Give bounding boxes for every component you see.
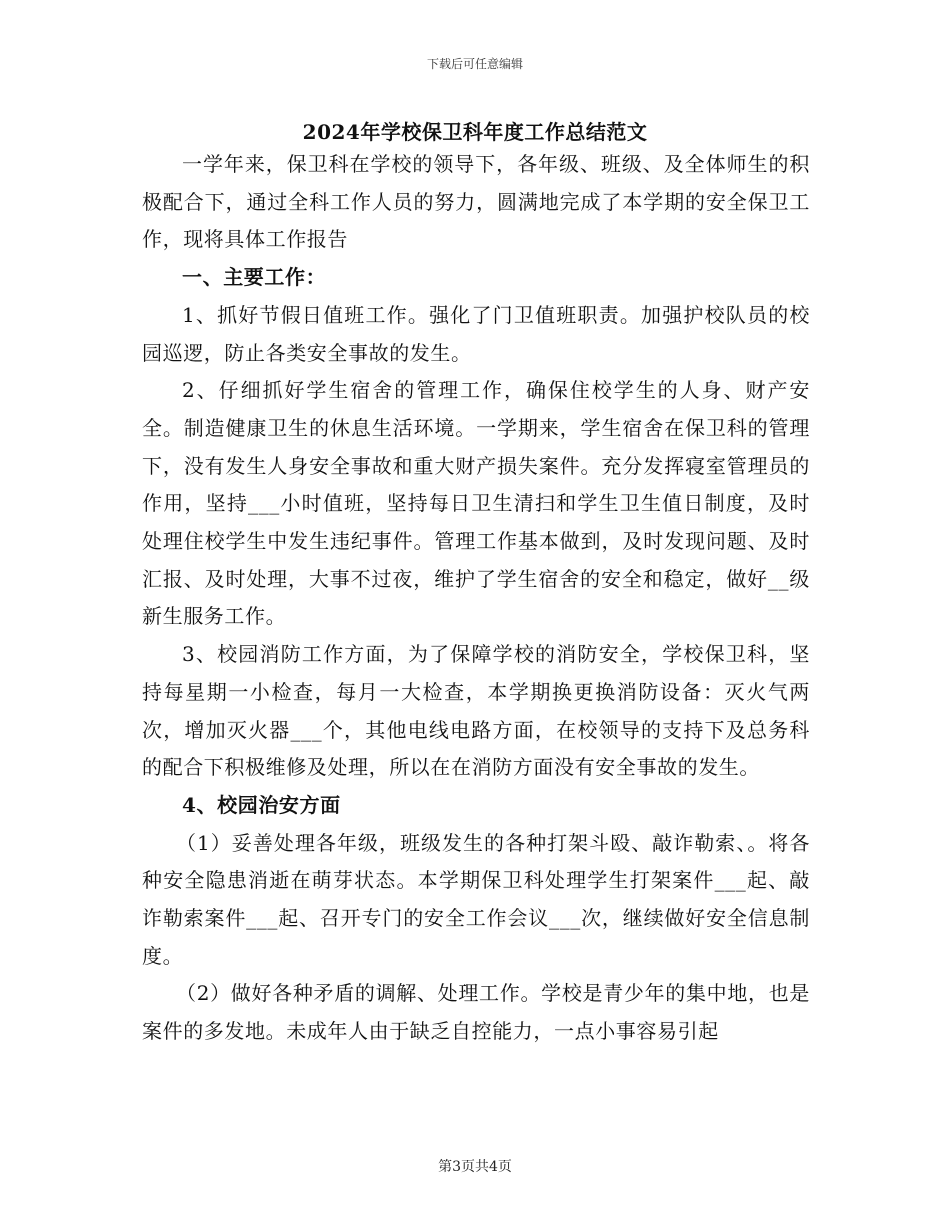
page-number: 第3页共4页	[438, 1159, 512, 1175]
paragraph-item-3: 3、校园消防工作方面，为了保障学校的消防安全，学校保卫科，坚持每星期一小检查，每月一大检查，本学期换更换消防设备：灭火气两次，增加灭火器___个，其他电线电路方面，在校领导的支持下及总务科的配合下积极维修及处理，所以在在消防方面没有安全事故的发生。	[142, 642, 810, 780]
paragraph-item-2: 2、仔细抓好学生宿舍的管理工作，确保住校学生的人身、财产安全。制造健康卫生的休息生活环境。一学期来，学生宿舍在保卫科的管理下，没有发生人身安全事故和重大财产损失案件。充分发挥寝室管理员的作用，坚持___小时值班，坚持每日卫生清扫和学生卫生值日制度，及时处理住校学生中发生违纪事件。管理工作基本做到，及时发现问题、及时汇报、及时处理，大事不过夜，维护了学生宿舍的安全和稳定，做好__级新生服务工作。	[142, 378, 810, 629]
paragraph-sub-2: （2）做好各种矛盾的调解、处理工作。学校是青少年的集中地，也是案件的多发地。未成年人由于缺乏自控能力，一点小事容易引起	[142, 981, 811, 1044]
paragraph-item-1: 1、抓好节假日值班工作。强化了门卫值班职责。加强护校队员的校园巡逻，防止各类安全事故的发生。	[142, 302, 810, 365]
section-heading-campus-security: 4、校园治安方面	[182, 792, 341, 817]
document-title: 2024年学校保卫科年度工作总结范文	[302, 120, 648, 144]
document-body	[142, 146, 810, 1051]
paragraph-sub-1: （1）妥善处理各年级，班级发生的各种打架斗殴、敲诈勒索、。将各种安全隐患消逝在萌芽状态。本学期保卫科处理学生打架案件___起、敲诈勒索案件___起、召开专门的安全工作会议___次，继续做好安全信息制度。	[142, 830, 811, 968]
paragraph-intro: 一学年来，保卫科在学校的领导下，各年级、班级、及全体师生的积极配合下，通过全科工作人员的努力，圆满地完成了本学期的安全保卫工作，现将具体工作报告	[142, 152, 810, 252]
page-header-note: 下载后可任意编辑	[426, 57, 523, 71]
section-heading-main-work: 一、主要工作：	[182, 265, 327, 290]
